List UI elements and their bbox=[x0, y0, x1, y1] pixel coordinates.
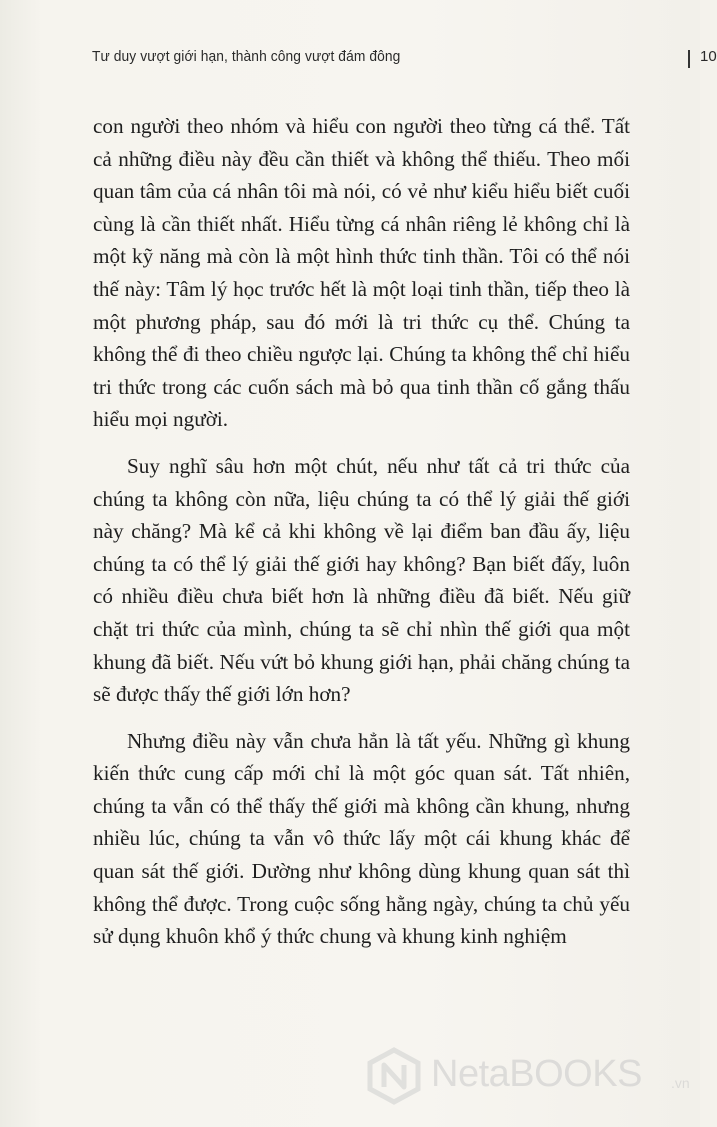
paragraph-1: con người theo nhóm và hiểu con người theo từng cá thể. Tất cả những điều này đều cần thiết và không thể thiếu. Theo mối quan tâm của cá nhân tôi mà nói, có vẻ như kiểu hiểu biết cuối cùng là cần thiết nhất. Hiểu từng cá nhân riêng lẻ không chỉ là một kỹ năng mà còn là một hình thức tinh thần. Tôi có thể nói thế này: Tâm lý học trước hết là một loại tinh thần, tiếp theo là một phương pháp, sau đó mới là tri thức cụ thể. Chúng ta không thể đi theo chiều ngược lại. Chúng ta không thể chỉ hiểu tri thức trong các cuốn sách mà bỏ qua tinh thần cố gắng thấu hiểu mọi người. bbox=[93, 114, 630, 432]
header-divider bbox=[688, 50, 690, 68]
paragraph-3: Nhưng điều này vẫn chưa hẳn là tất yếu. Những gì khung kiến thức cung cấp mới chỉ là một góc quan sát. Tất nhiên, chúng ta vẫn có thể thấy thế giới mà không cần khung, nhưng nhiều lúc, chúng ta vẫn vô thức lấy một cái khung khác để quan sát thế giới. Dường như không dùng khung quan sát thì không thể được. Trong cuộc sống hằng ngày, chúng ta chủ yếu sử dụng khuôn khổ ý thức chung và khung kinh nghiệm bbox=[93, 728, 630, 949]
page-header bbox=[92, 48, 717, 76]
netabooks-logo-icon bbox=[365, 1047, 423, 1105]
body-text bbox=[93, 110, 630, 953]
running-title: Tư duy vượt giới hạn, thành công vượt đám đông bbox=[92, 48, 401, 65]
watermark-suffix: .vn bbox=[671, 1075, 690, 1091]
watermark bbox=[365, 1045, 695, 1109]
paragraph-2: Suy nghĩ sâu hơn một chút, nếu như tất cả tri thức của chúng ta không còn nữa, liệu chúng ta có thể lý giải thế giới này chăng? Mà kể cả khi không về lại điểm ban đầu ấy, liệu chúng ta có thể lý giải thế giới hay không? Bạn biết đấy, luôn có nhiều điều chưa biết hơn là những điều đã biết. Nếu giữ chặt tri thức của mình, chúng ta sẽ chỉ nhìn thế giới qua một khung đã biết. Nếu vứt bỏ khung giới hạn, phải chăng chúng ta sẽ được thấy thế giới lớn hơn? bbox=[93, 453, 630, 707]
page-number: 10 bbox=[700, 48, 717, 65]
watermark-brand: NetaBOOKS bbox=[431, 1053, 642, 1095]
